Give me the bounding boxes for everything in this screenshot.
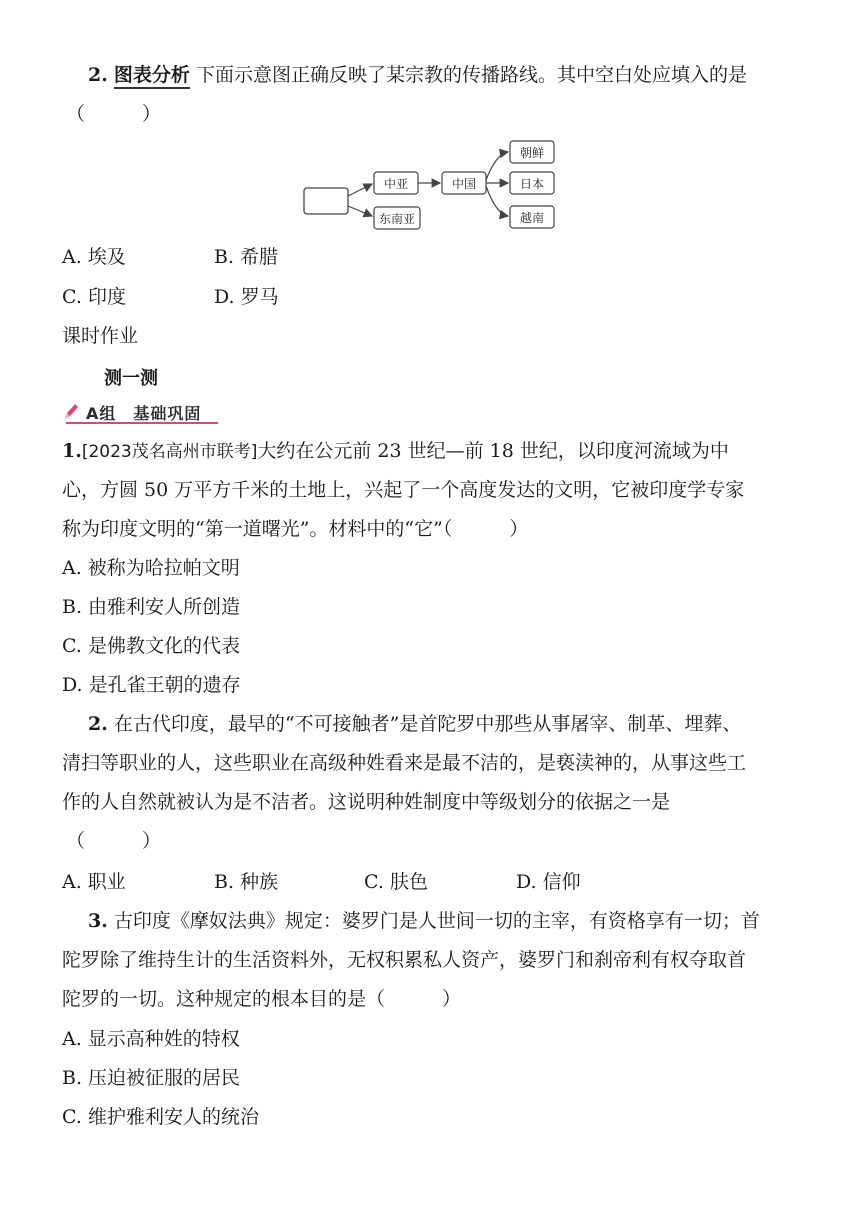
source-citation: [2023茂名高州市联考]: [81, 442, 258, 462]
question-text: 大约在公元前 23 世纪—前 18 世纪，以印度河流域为中: [257, 440, 729, 462]
test-heading: 测一测: [104, 368, 158, 389]
group-a-underline: [66, 422, 218, 424]
hw-q1-option-c[interactable]: C. 是佛教文化的代表: [62, 635, 240, 657]
option-b[interactable]: B. 希腊: [214, 246, 279, 268]
hw-q1-line3: 称为印度文明的“第一道曙光”。材料中的“它”（ ）: [62, 518, 529, 540]
hw-q2-option-a[interactable]: A. 职业: [62, 871, 126, 893]
blank-node: [304, 188, 348, 214]
hw-q1-line1: [62, 438, 729, 465]
option-c[interactable]: C. 印度: [62, 286, 126, 308]
hw-q2-option-c[interactable]: C. 肤色: [364, 871, 428, 893]
hw-q2-line2: 清扫等职业的人，这些职业在高级种姓看来是最不洁的，是亵渎神的，从事这些工: [62, 752, 747, 774]
hw-q1-option-d[interactable]: D. 是孔雀王朝的遗存: [62, 674, 241, 696]
hw-q2-option-d[interactable]: D. 信仰: [516, 871, 581, 893]
q2-stem: [88, 62, 747, 88]
group-a-badge: [60, 400, 220, 424]
japan-label: 日本: [519, 177, 545, 191]
hw-q2-option-b[interactable]: B. 种族: [214, 871, 279, 893]
hw-q3-line2: 陀罗除了维持生计的生活资料外，无权积累私人资产，婆罗门和刹帝利有权夺取首: [62, 949, 747, 971]
option-d[interactable]: D. 罗马: [214, 286, 279, 308]
question-number: 1.: [62, 440, 82, 462]
question-number: 2.: [88, 64, 108, 86]
question-text: 下面示意图正确反映了某宗教的传播路线。其中空白处应填入的是: [195, 64, 747, 86]
hw-q1-line2: 心，方圆 50 万平方千米的土地上，兴起了一个高度发达的文明，它被印度学专家: [62, 479, 745, 501]
hw-q3-option-c[interactable]: C. 维护雅利安人的统治: [62, 1106, 259, 1128]
answer-paren: （ ）: [66, 103, 162, 125]
hw-q2-line3: 作的人自然就被认为是不洁者。这说明种姓制度中等级划分的依据之一是: [62, 791, 671, 813]
central-asia-label: 中亚: [383, 177, 409, 191]
homework-heading: 课时作业: [62, 325, 139, 347]
spread-route-diagram: [300, 136, 562, 232]
answer-paren: （ ）: [66, 830, 162, 852]
question-text: 在古代印度，最早的“不可接触者”是首陀罗中那些从事屠宰、制革、埋葬、: [113, 713, 742, 735]
chart-analysis-tag: 图表分析: [114, 64, 190, 89]
question-number: 3.: [88, 910, 108, 932]
question-number: 2.: [88, 713, 108, 735]
hw-q1-option-a[interactable]: A. 被称为哈拉帕文明: [62, 557, 240, 579]
pen-icon: [60, 401, 82, 423]
vietnam-label: 越南: [519, 211, 545, 225]
korea-label: 朝鲜: [519, 146, 545, 160]
option-a[interactable]: A. 埃及: [62, 246, 126, 268]
china-label: 中国: [451, 177, 477, 191]
arrow-to-vietnam: [486, 186, 508, 216]
hw-q3-option-b[interactable]: B. 压迫被征服的居民: [62, 1067, 241, 1089]
hw-q3-line1: [88, 908, 760, 934]
hw-q1-option-b[interactable]: B. 由雅利安人所创造: [62, 596, 241, 618]
hw-q3-line3: 陀罗的一切。这种规定的根本目的是（ ）: [62, 988, 462, 1010]
hw-q3-option-a[interactable]: A. 显示高种姓的特权: [62, 1028, 240, 1050]
question-text: 古印度《摩奴法典》规定：婆罗门是人世间一切的主宰，有资格享有一切；首: [113, 910, 760, 932]
group-a-label: A组 基础巩固: [86, 403, 202, 423]
hw-q2-line1: [88, 711, 741, 737]
arrow-to-central-asia: [348, 184, 372, 196]
southeast-asia-label: 东南亚: [378, 212, 416, 226]
arrow-to-korea: [486, 152, 508, 180]
arrow-to-southeast-asia: [348, 206, 372, 216]
